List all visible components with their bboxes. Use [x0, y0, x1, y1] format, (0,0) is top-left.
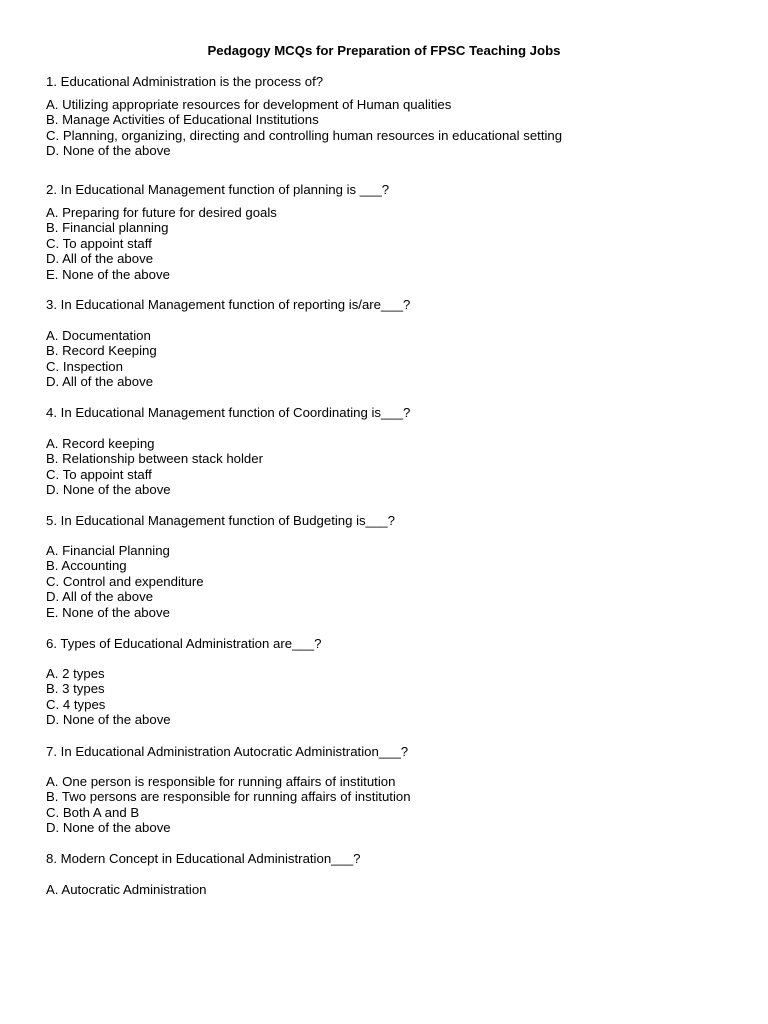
option-a: A. Preparing for future for desired goals	[46, 205, 277, 220]
option-d: D. None of the above	[46, 143, 171, 159]
question-text: 7. In Educational Administration Autocratic Administration___?	[46, 744, 409, 759]
question-text: 6. Types of Educational Administration are___?	[46, 636, 322, 651]
question-text: 3. In Educational Management function of reporting is/are___?	[46, 297, 411, 312]
option-d: D. All of the above	[46, 251, 154, 267]
option-e: E. None of the above	[46, 266, 170, 282]
option-c: C. 4 types	[46, 696, 106, 712]
option-a: A. Documentation	[46, 328, 151, 343]
options-list	[46, 774, 411, 836]
option-a: A. 2 types	[46, 666, 105, 681]
question-text: 4. In Educational Management function of Coordinating is___?	[46, 405, 411, 420]
option-c: C. Inspection	[46, 358, 123, 374]
option-b: B. 3 types	[46, 681, 105, 697]
question-2	[46, 182, 746, 282]
options-list	[46, 666, 171, 728]
question-4	[46, 405, 746, 498]
options-list	[46, 543, 204, 620]
option-c: C. Planning, organizing, directing and controlling human resources in educational setting	[46, 127, 563, 143]
option-a: A. One person is responsible for running affairs of institution	[46, 774, 396, 789]
question-5	[46, 513, 746, 620]
options-list	[46, 436, 263, 498]
option-a: A. Record keeping	[46, 436, 155, 451]
option-d: D. All of the above	[46, 374, 154, 390]
document-title: Pedagogy MCQs for Preparation of FPSC Teaching Jobs	[207, 43, 561, 58]
option-a: A. Financial Planning	[46, 543, 170, 558]
option-b: B. Record Keeping	[46, 343, 157, 359]
option-c: C. Both A and B	[46, 804, 140, 820]
option-c: C. Control and expenditure	[46, 573, 204, 589]
question-text: 2. In Educational Management function of planning is ___?	[46, 182, 390, 197]
question-text: 1. Educational Administration is the process of?	[46, 74, 324, 89]
question-3	[46, 297, 746, 390]
question-text: 8. Modern Concept in Educational Administration___?	[46, 851, 361, 866]
option-d: D. None of the above	[46, 820, 171, 836]
option-b: B. Two persons are responsible for running affairs of institution	[46, 789, 411, 805]
options-list	[46, 328, 157, 390]
question-7	[46, 744, 746, 836]
option-a: A. Utilizing appropriate resources for development of Human qualities	[46, 97, 452, 112]
options-list	[46, 205, 277, 282]
option-a: A. Autocratic Administration	[46, 882, 207, 897]
option-b: B. Accounting	[46, 558, 127, 574]
options-list	[46, 882, 207, 897]
option-c: C. To appoint staff	[46, 466, 152, 482]
option-d: D. None of the above	[46, 712, 171, 728]
question-1	[46, 74, 746, 159]
question-8	[46, 851, 746, 897]
option-b: B. Manage Activities of Educational Institutions	[46, 112, 319, 128]
option-b: B. Financial planning	[46, 220, 169, 236]
option-c: C. To appoint staff	[46, 235, 152, 251]
option-d: D. None of the above	[46, 482, 171, 498]
option-e: E. None of the above	[46, 604, 170, 620]
question-6	[46, 636, 746, 728]
option-b: B. Relationship between stack holder	[46, 451, 263, 467]
options-list	[46, 97, 562, 159]
question-text: 5. In Educational Management function of Budgeting is___?	[46, 513, 395, 528]
option-d: D. All of the above	[46, 589, 154, 605]
